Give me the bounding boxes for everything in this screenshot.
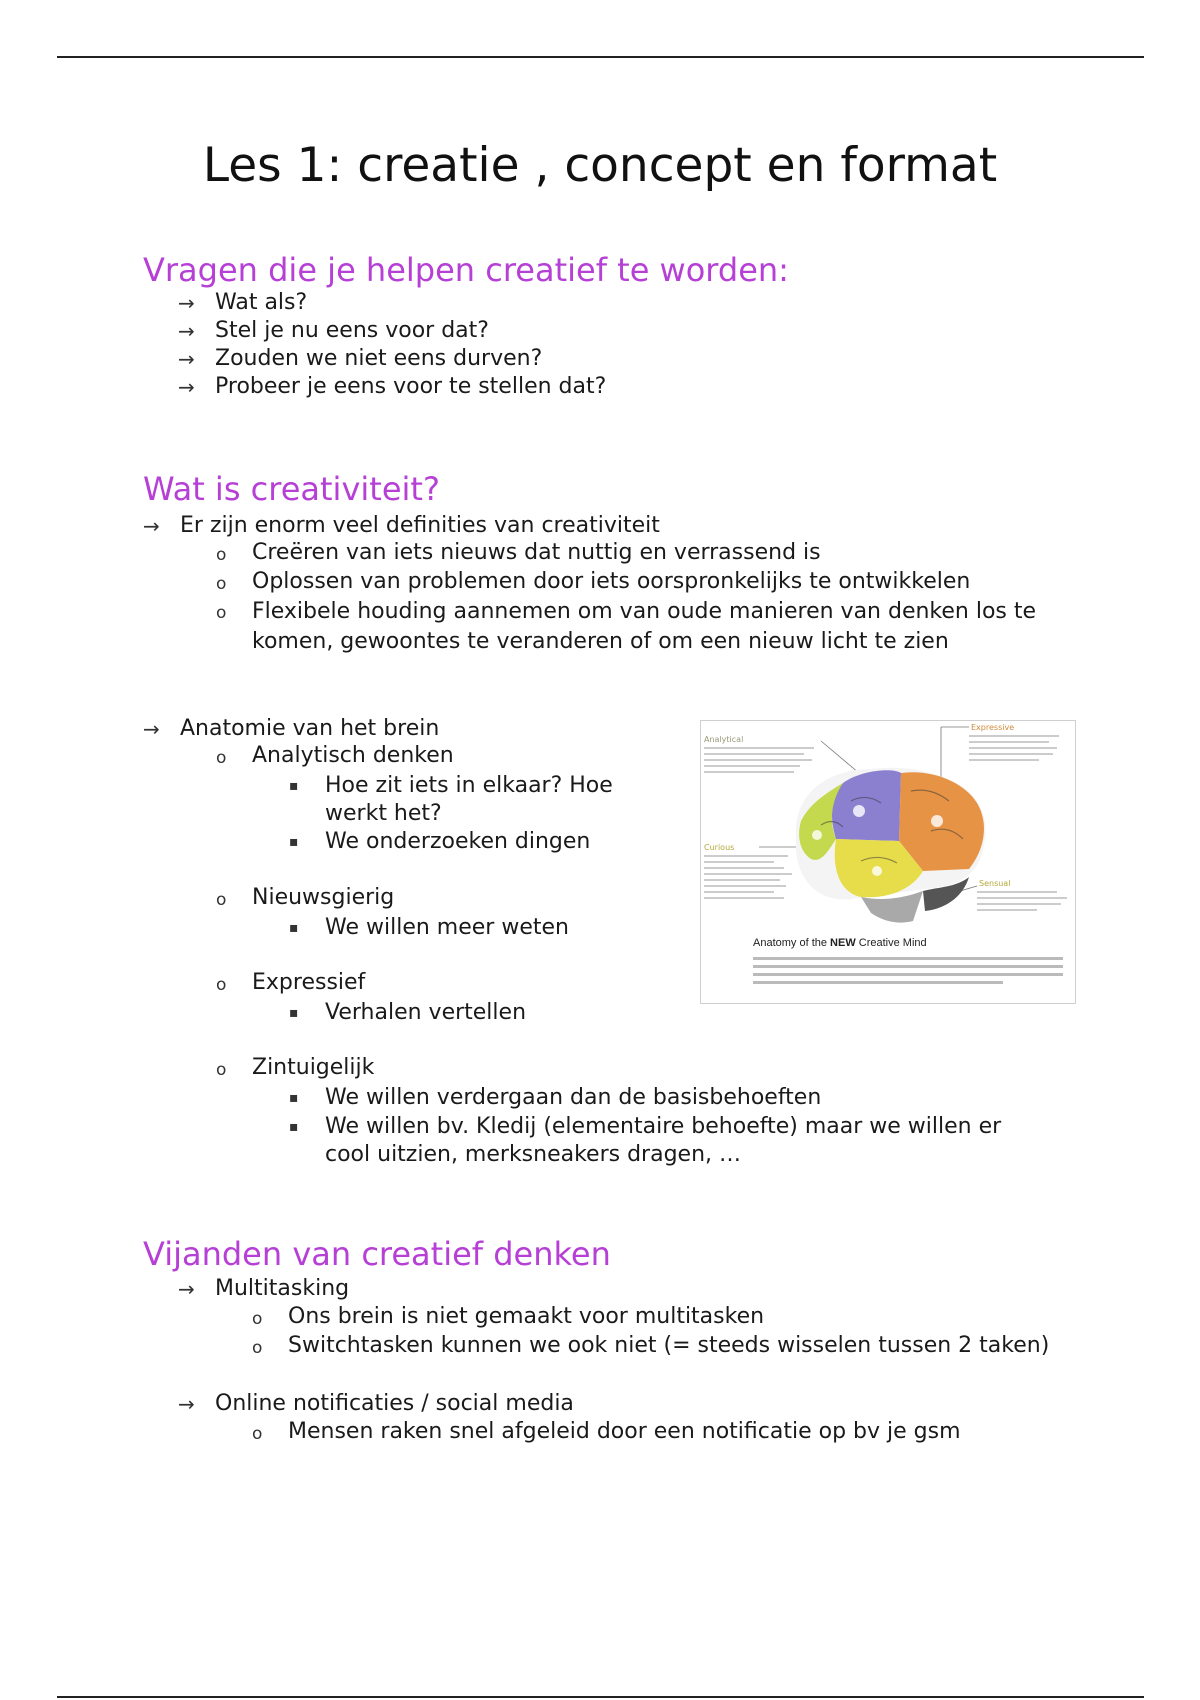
list-item: Expressief bbox=[252, 970, 366, 995]
list-item: Verhalen vertellen bbox=[325, 1000, 527, 1025]
heading-vijanden: Vijanden van creatief denken bbox=[143, 1235, 611, 1273]
circle-bullet: o bbox=[216, 748, 227, 768]
figure-caption-text-line bbox=[753, 965, 1063, 968]
list-item: Wat als? bbox=[215, 290, 308, 315]
list-item: Anatomie van het brein bbox=[180, 716, 440, 741]
figure-label-analytical: Analytical bbox=[704, 735, 744, 744]
figure-caption-text-line bbox=[753, 981, 1003, 984]
figure-caption-text-line bbox=[753, 973, 1063, 976]
circle-bullet: o bbox=[216, 574, 227, 594]
list-item: Hoe zit iets in elkaar? Hoe werkt het? bbox=[325, 773, 613, 826]
list-item: Stel je nu eens voor dat? bbox=[215, 318, 489, 343]
list-item: We onderzoeken dingen bbox=[325, 829, 591, 854]
list-item: Multitasking bbox=[215, 1276, 350, 1301]
list-item: Zouden we niet eens durven? bbox=[215, 346, 543, 371]
list-item: Analytisch denken bbox=[252, 743, 454, 768]
list-item: Probeer je eens voor te stellen dat? bbox=[215, 374, 607, 399]
list-item: Switchtasken kunnen we ook niet (= steeds wisselen tussen 2 taken) bbox=[288, 1333, 1050, 1358]
list-item: Mensen raken snel afgeleid door een notificatie op bv je gsm bbox=[288, 1419, 961, 1444]
circle-bullet: o bbox=[216, 603, 227, 623]
circle-bullet: o bbox=[216, 1060, 227, 1080]
circle-bullet: o bbox=[252, 1424, 263, 1444]
list-item: Er zijn enorm veel definities van creativiteit bbox=[180, 513, 660, 538]
brain-illustration bbox=[701, 721, 1075, 1003]
figure-caption-text-line bbox=[753, 957, 1063, 960]
square-bullet: ▪ bbox=[289, 1090, 299, 1106]
arrow-bullet: → bbox=[178, 347, 195, 371]
square-bullet: ▪ bbox=[289, 1005, 299, 1021]
square-bullet: ▪ bbox=[289, 1119, 299, 1135]
figure-label-curious: Curious bbox=[704, 843, 735, 852]
heading-creativiteit: Wat is creativiteit? bbox=[143, 470, 440, 508]
figure-caption: Anatomy of the NEW Creative Mind bbox=[753, 937, 927, 949]
square-bullet: ▪ bbox=[289, 920, 299, 936]
list-item: We willen verdergaan dan de basisbehoeften bbox=[325, 1085, 822, 1110]
arrow-bullet: → bbox=[178, 1392, 195, 1416]
circle-bullet: o bbox=[216, 890, 227, 910]
arrow-bullet: → bbox=[178, 291, 195, 315]
square-bullet: ▪ bbox=[289, 778, 299, 794]
list-item: Oplossen van problemen door iets oorspronkelijks te ontwikkelen bbox=[252, 569, 971, 594]
list-item: Ons brein is niet gemaakt voor multitasken bbox=[288, 1304, 765, 1329]
list-item: Nieuwsgierig bbox=[252, 885, 395, 910]
list-item: Creëren van iets nieuws dat nuttig en verrassend is bbox=[252, 540, 821, 565]
circle-bullet: o bbox=[252, 1338, 263, 1358]
arrow-bullet: → bbox=[178, 375, 195, 399]
square-bullet: ▪ bbox=[289, 834, 299, 850]
list-item: We willen bv. Kledij (elementaire behoefte) maar we willen er cool uitzien, merksneakers dragen, … bbox=[325, 1114, 1002, 1167]
list-item: Zintuigelijk bbox=[252, 1055, 375, 1080]
bottom-rule bbox=[57, 1696, 1144, 1698]
brain-anatomy-image bbox=[700, 720, 1076, 1004]
list-item: Flexibele houding aannemen om van oude manieren van denken los te komen, gewoontes te veranderen of om een nieuw licht te zien bbox=[252, 599, 1037, 654]
arrow-bullet: → bbox=[143, 514, 160, 538]
arrow-bullet: → bbox=[178, 319, 195, 343]
arrow-bullet: → bbox=[178, 1277, 195, 1301]
figure-label-expressive: Expressive bbox=[971, 723, 1015, 732]
circle-bullet: o bbox=[216, 975, 227, 995]
list-item: Online notificaties / social media bbox=[215, 1391, 574, 1416]
list-item: We willen meer weten bbox=[325, 915, 569, 940]
circle-bullet: o bbox=[252, 1309, 263, 1329]
page-title: Les 1: creatie , concept en format bbox=[202, 138, 998, 193]
arrow-bullet: → bbox=[143, 717, 160, 741]
circle-bullet: o bbox=[216, 545, 227, 565]
top-rule bbox=[57, 56, 1144, 58]
figure-label-sensual: Sensual bbox=[979, 879, 1011, 888]
heading-vragen: Vragen die je helpen creatief te worden: bbox=[143, 251, 789, 289]
